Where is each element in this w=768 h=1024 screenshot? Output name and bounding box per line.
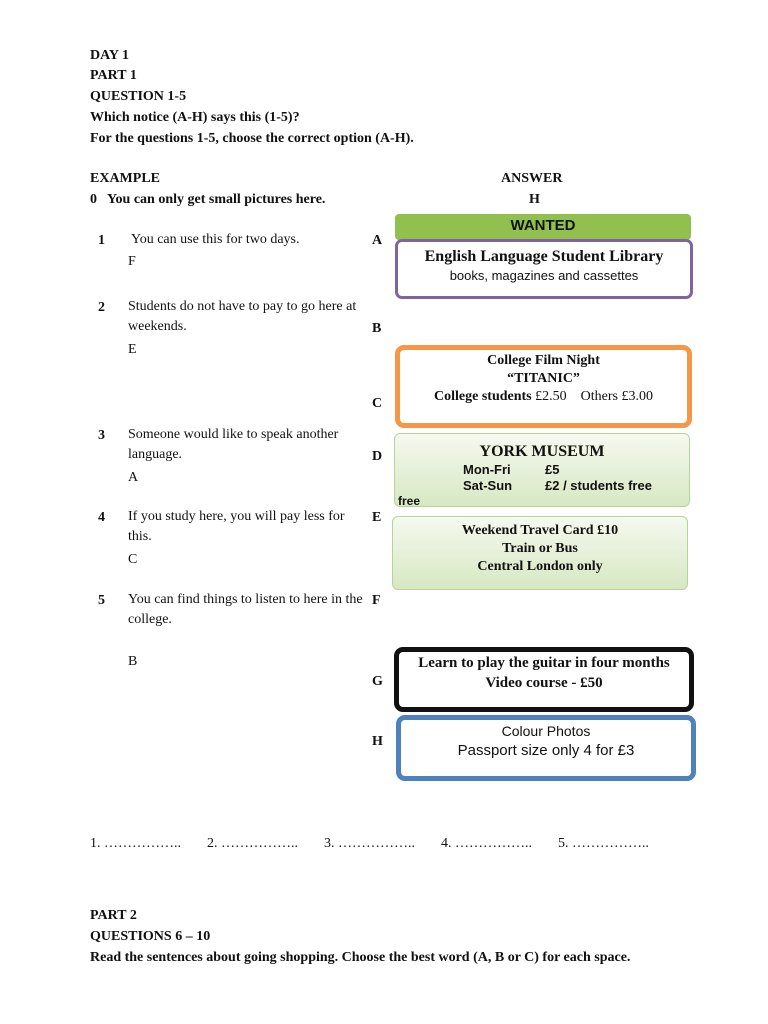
answer-blank-1[interactable]: 1. …………….. (90, 836, 181, 851)
question-number: 5 (98, 593, 105, 608)
notice-guitar-course (394, 647, 694, 712)
question-number: 4 (98, 510, 105, 525)
notice-museum-free: free (398, 494, 421, 507)
notice-travel-line-1: Weekend Travel Card £10 (461, 523, 619, 538)
notice-library (395, 239, 693, 299)
notice-film-line-1: College Film Night (487, 353, 600, 368)
answer-blank-4[interactable]: 4. …………….. (441, 836, 532, 851)
instruction-line-2: For the questions 1-5, choose the correct option (A-H). (90, 131, 414, 146)
notice-museum-weekday-label: Mon-Fri (463, 462, 511, 477)
option-letter-b: B (372, 321, 382, 336)
option-letter-e: E (372, 510, 382, 525)
notice-photos-line-1: Colour Photos (501, 723, 591, 739)
answer-label: ANSWER (501, 171, 563, 186)
notice-york-museum (394, 433, 690, 507)
question-answer: C (128, 552, 138, 567)
question-answer: E (128, 342, 137, 357)
notice-museum-weekend (395, 478, 689, 494)
example-answer: H (529, 192, 540, 207)
answer-blank-2[interactable]: 2. …………….. (207, 836, 298, 851)
option-letter-a: A (372, 233, 383, 248)
question-answer: A (128, 470, 139, 485)
notice-museum-weekday-price: £5 (545, 462, 560, 477)
notice-library-subtitle: books, magazines and cassettes (449, 268, 639, 283)
question-number: 3 (98, 428, 105, 443)
example-text: 0 You can only get small pictures here. (90, 192, 326, 207)
option-letter-h: H (372, 734, 383, 749)
question-number: 2 (98, 300, 105, 315)
answer-blank-3[interactable]: 3. …………….. (324, 836, 415, 851)
notice-photos-line-2: Passport size only 4 for £3 (457, 742, 635, 759)
instruction-line-1: Which notice (A-H) says this (1-5)? (90, 110, 300, 125)
question-text: If you study here, you will pay less for this. (128, 509, 345, 544)
part-heading: PART 1 (90, 68, 137, 83)
notice-film-students: College students (434, 389, 532, 404)
notice-film-prices: £2.50 Others £3.00 (531, 389, 653, 404)
notice-library-title: English Language Student Library (424, 248, 664, 265)
notice-guitar-line-2: Video course - £50 (485, 675, 603, 691)
option-letter-f: F (372, 593, 381, 608)
part2-question-range: QUESTIONS 6 – 10 (90, 929, 211, 944)
notice-film-line-2: “TITANIC” (507, 371, 580, 386)
notice-film-night (395, 345, 692, 428)
question-number: 1 (98, 233, 105, 248)
notice-guitar-line-1: Learn to play the guitar in four months (418, 655, 670, 671)
question-text: Students do not have to pay to go here at weekends. (128, 299, 357, 334)
notice-museum-weekday (395, 462, 689, 478)
question-text: You can find things to listen to here in the college. (128, 592, 363, 627)
notice-colour-photos (396, 715, 696, 781)
notice-museum-weekend-label: Sat-Sun (463, 478, 513, 493)
notice-wanted (395, 214, 691, 240)
notice-travel-line-2: Train or Bus (502, 541, 578, 556)
answer-blank-5[interactable]: 5. …………….. (558, 836, 649, 851)
question-text: Someone would like to speak another language. (128, 427, 339, 462)
notice-museum-weekend-price: £2 / students free (545, 478, 652, 493)
part2-heading: PART 2 (90, 908, 137, 923)
notice-travel-card (392, 516, 688, 590)
example-label: EXAMPLE (90, 171, 160, 186)
notice-film-line-3 (400, 388, 687, 406)
option-letter-c: C (372, 396, 383, 411)
notice-wanted-title: WANTED (510, 217, 576, 234)
question-text: You can use this for two days. (128, 232, 300, 247)
day-heading: DAY 1 (90, 48, 130, 63)
part2-instruction: Read the sentences about going shopping. Choose the best word (A, B or C) for each space. (90, 950, 631, 965)
option-letter-d: D (372, 449, 383, 464)
notice-travel-line-3: Central London only (477, 559, 603, 574)
question-answer: F (128, 254, 136, 269)
question-range-heading: QUESTION 1-5 (90, 89, 187, 104)
question-answer: B (128, 654, 138, 669)
notice-museum-title: YORK MUSEUM (479, 443, 605, 460)
option-letter-g: G (372, 674, 383, 689)
